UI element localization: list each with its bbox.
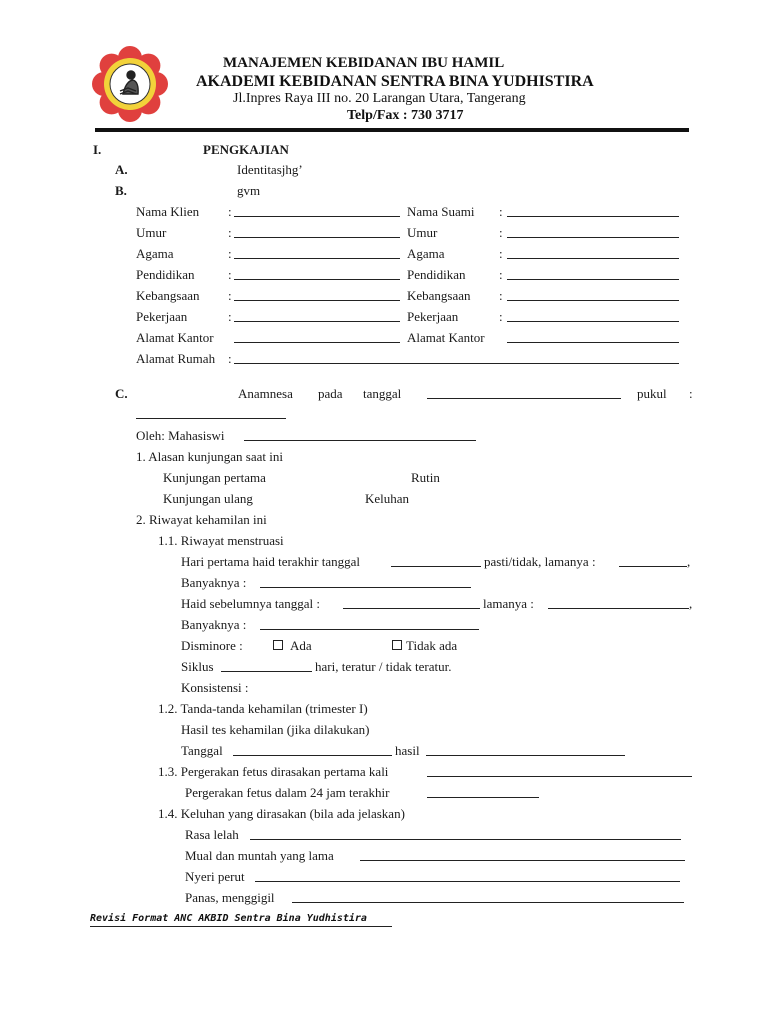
dysmenorrhea-label: Disminore : xyxy=(181,638,243,653)
fatigue-label: Rasa lelah xyxy=(185,827,239,842)
husband-age-field[interactable] xyxy=(507,237,679,238)
visit-option-first: Kunjungan pertama xyxy=(163,470,266,485)
visit-option-complaint: Keluhan xyxy=(365,491,410,506)
flow-amount-label-2: Banyaknya : xyxy=(181,617,247,632)
header-title-1: MANAJEMEN KEBIDANAN IBU HAMIL xyxy=(223,55,505,71)
colon: : xyxy=(499,288,503,303)
cycle-days-field[interactable] xyxy=(221,671,312,672)
subsection-a-text: Identitasjhg’ xyxy=(237,162,303,177)
dysmenorrhea-no-checkbox[interactable] xyxy=(392,640,402,650)
cycle-label: Siklus xyxy=(181,659,214,674)
home-address-label: Alamat Rumah xyxy=(136,351,216,366)
previous-duration-label: lamanya : xyxy=(483,596,534,611)
header-title-2: AKADEMI KEBIDANAN SENTRA BINA YUDHISTIRA xyxy=(196,73,594,90)
cycle-rest-label: hari, teratur / tidak teratur. xyxy=(315,659,452,674)
colon: : xyxy=(689,386,693,401)
colon: : xyxy=(499,309,503,324)
dysmenorrhea-yes-checkbox[interactable] xyxy=(273,640,283,650)
husband-office-field[interactable] xyxy=(507,342,679,343)
client-religion-field[interactable] xyxy=(234,258,400,259)
fetal-movement-heading: 1.3. Pergerakan fetus dirasakan pertama kali xyxy=(158,764,389,779)
pregnancy-test-label: Hasil tes kehamilan (jika dilakukan) xyxy=(181,722,370,737)
footer-underline xyxy=(90,926,392,927)
pregnancy-history-item: 2. Riwayat kehamilan ini xyxy=(136,512,267,527)
colon: : xyxy=(499,267,503,282)
colon: : xyxy=(228,288,232,303)
pregnancy-signs-heading: 1.2. Tanda-tanda kehamilan (trimester I) xyxy=(158,701,368,716)
consistency-label: Konsistensi : xyxy=(181,680,249,695)
client-age-field[interactable] xyxy=(234,237,400,238)
colon: : xyxy=(499,225,503,240)
colon: : xyxy=(228,204,232,219)
client-office-field[interactable] xyxy=(234,342,400,343)
client-job-field[interactable] xyxy=(234,321,400,322)
complaints-heading: 1.4. Keluhan yang dirasakan (bila ada jelaskan) xyxy=(158,806,405,821)
colon: : xyxy=(228,309,232,324)
fetal-movement-field[interactable] xyxy=(427,776,692,777)
test-date-field[interactable] xyxy=(233,755,392,756)
flow-amount-label: Banyaknya : xyxy=(181,575,247,590)
subsection-a-label: A. xyxy=(115,162,128,177)
lmp-date-field[interactable] xyxy=(391,566,481,567)
client-religion-label: Agama xyxy=(136,246,174,261)
lmp-certainty-label: pasti/tidak, lamanya : xyxy=(484,554,596,569)
husband-religion-field[interactable] xyxy=(507,258,679,259)
client-name-field[interactable] xyxy=(234,216,400,217)
client-office-label: Alamat Kantor xyxy=(136,330,214,345)
fever-label: Panas, menggigil xyxy=(185,890,275,905)
dysmenorrhea-no-label: Tidak ada xyxy=(406,638,458,653)
test-result-label: hasil xyxy=(395,743,420,758)
client-education-field[interactable] xyxy=(234,279,400,280)
header-phone: Telp/Fax : 730 3717 xyxy=(347,108,464,123)
husband-religion-label: Agama xyxy=(407,246,445,261)
section-number: I. xyxy=(93,142,102,157)
abdominal-pain-label: Nyeri perut xyxy=(185,869,245,884)
comma: , xyxy=(689,596,693,611)
flow-amount-field-2[interactable] xyxy=(260,629,479,630)
previous-period-field[interactable] xyxy=(343,608,480,609)
previous-period-label: Haid sebelumnya tanggal : xyxy=(181,596,320,611)
husband-name-label: Nama Suami xyxy=(407,204,475,219)
lmp-label: Hari pertama haid terakhir tanggal xyxy=(181,554,361,569)
fatigue-field[interactable] xyxy=(250,839,681,840)
examiner-label: Oleh: Mahasiswi xyxy=(136,428,225,443)
husband-nationality-field[interactable] xyxy=(507,300,679,301)
subsection-c-label: C. xyxy=(115,386,128,401)
header-rule xyxy=(95,128,689,132)
visit-reason-item: 1. Alasan kunjungan saat ini xyxy=(136,449,283,464)
previous-duration-field[interactable] xyxy=(548,608,689,609)
husband-job-field[interactable] xyxy=(507,321,679,322)
nausea-field[interactable] xyxy=(360,860,685,861)
menstruation-heading: 1.1. Riwayat menstruasi xyxy=(158,533,284,548)
colon: : xyxy=(499,204,503,219)
lmp-duration-field[interactable] xyxy=(619,566,687,567)
colon: : xyxy=(499,246,503,261)
fever-field[interactable] xyxy=(292,902,684,903)
home-address-field[interactable] xyxy=(234,363,679,364)
husband-education-label: Pendidikan xyxy=(407,267,466,282)
fetal-movement-24h-field[interactable] xyxy=(427,797,539,798)
visit-option-routine: Rutin xyxy=(411,470,440,485)
flow-amount-field[interactable] xyxy=(260,587,471,588)
client-education-label: Pendidikan xyxy=(136,267,195,282)
anamnesa-word: pada xyxy=(318,386,343,401)
anamnesa-time-field[interactable] xyxy=(136,418,286,419)
abdominal-pain-field[interactable] xyxy=(255,881,680,882)
section-title: PENGKAJIAN xyxy=(203,142,289,157)
subsection-b-text: gvm xyxy=(237,183,261,198)
client-name-label: Nama Klien xyxy=(136,204,200,219)
husband-education-field[interactable] xyxy=(507,279,679,280)
husband-name-field[interactable] xyxy=(507,216,679,217)
husband-nationality-label: Kebangsaan xyxy=(407,288,471,303)
comma: , xyxy=(687,554,691,569)
test-date-label: Tanggal xyxy=(181,743,223,758)
dysmenorrhea-yes-label: Ada xyxy=(290,638,312,653)
examiner-field[interactable] xyxy=(244,440,476,441)
header-address: Jl.Inpres Raya III no. 20 Larangan Utara, Tangerang xyxy=(233,91,526,106)
academy-logo xyxy=(90,44,170,124)
client-nationality-label: Kebangsaan xyxy=(136,288,200,303)
anamnesa-word: Anamnesa xyxy=(238,386,293,401)
client-nationality-field[interactable] xyxy=(234,300,400,301)
nausea-label: Mual dan muntah yang lama xyxy=(185,848,334,863)
test-result-field[interactable] xyxy=(426,755,625,756)
visit-option-repeat: Kunjungan ulang xyxy=(163,491,253,506)
client-age-label: Umur xyxy=(136,225,167,240)
fetal-movement-24h-label: Pergerakan fetus dalam 24 jam terakhir xyxy=(185,785,390,800)
client-job-label: Pekerjaan xyxy=(136,309,188,324)
husband-age-label: Umur xyxy=(407,225,438,240)
anamnesa-word: tanggal xyxy=(363,386,402,401)
footer-text: Revisi Format ANC AKBID Sentra Bina Yudhistira xyxy=(90,913,367,924)
colon: : xyxy=(228,225,232,240)
anamnesa-word: pukul xyxy=(637,386,667,401)
husband-job-label: Pekerjaan xyxy=(407,309,459,324)
subsection-b-label: B. xyxy=(115,183,127,198)
colon: : xyxy=(228,351,232,366)
colon: : xyxy=(228,246,232,261)
anamnesa-date-field[interactable] xyxy=(427,398,621,399)
husband-office-label: Alamat Kantor xyxy=(407,330,485,345)
colon: : xyxy=(228,267,232,282)
